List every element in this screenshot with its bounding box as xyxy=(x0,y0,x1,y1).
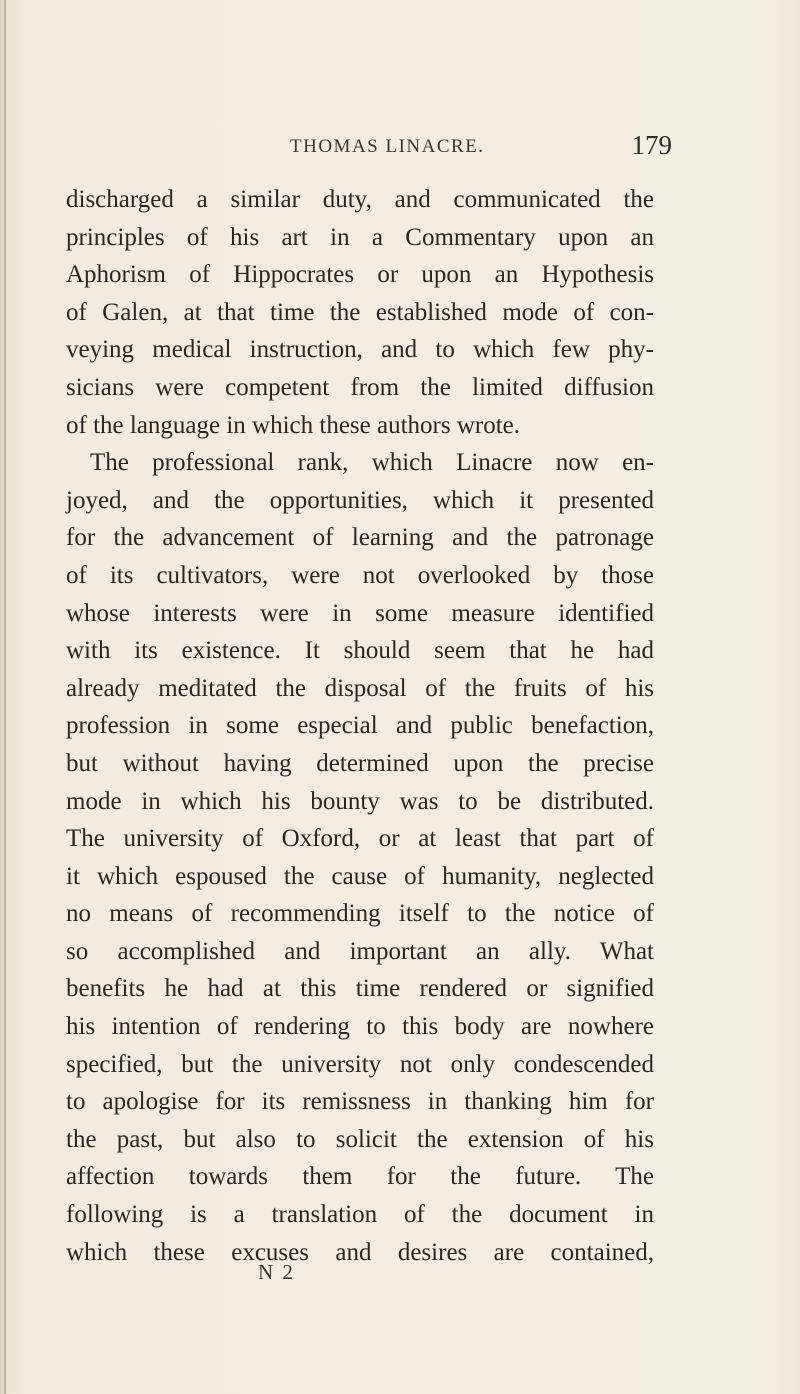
running-head: THOMAS LINACRE. xyxy=(290,136,485,157)
text-line: Aphorism of Hippocrates or upon an Hypothesis xyxy=(66,261,654,289)
body-text xyxy=(66,181,654,1271)
page-gutter xyxy=(4,0,6,1394)
text-line: principles of his art in a Commentary upon an xyxy=(66,223,654,251)
page-number: 179 xyxy=(631,130,672,160)
text-line: specified, but the university not only condescended xyxy=(66,1050,654,1078)
text-line: discharged a similar duty, and communicated the xyxy=(66,186,654,213)
text-line: it which espoused the cause of humanity, neglected xyxy=(66,862,654,890)
text-line: mode in which his bounty was to be distributed. xyxy=(66,787,654,815)
text-line: of its cultivators, were not overlooked by those xyxy=(66,561,654,589)
text-line: with its existence. It should seem that he had xyxy=(66,637,654,665)
text-line: veying medical instruction, and to which few phy- xyxy=(66,336,654,364)
text-line: affection towards them for the future. The xyxy=(66,1163,654,1191)
text-line: the past, but also to solicit the extension of his xyxy=(66,1125,654,1153)
text-line: but without having determined upon the precise xyxy=(66,749,654,777)
text-line: The university of Oxford, or at least that part of xyxy=(66,825,654,853)
text-line: which these excuses and desires are contained, xyxy=(66,1238,654,1266)
text-line: of Galen, at that time the established mode of con- xyxy=(66,298,654,326)
text-line: so accomplished and important an ally. What xyxy=(66,937,654,965)
text-line: The professional rank, which Linacre now en- xyxy=(90,449,654,477)
text-line: no means of recommending itself to the notice of xyxy=(66,900,654,928)
text-line: whose interests were in some measure identified xyxy=(66,599,654,627)
text-line: following is a translation of the document in xyxy=(66,1201,654,1229)
text-line: to apologise for its remissness in thanking him for xyxy=(66,1088,654,1116)
text-line: for the advancement of learning and the patronage xyxy=(66,524,654,552)
text-line: sicians were competent from the limited diffusion xyxy=(66,373,654,401)
text-line: already meditated the disposal of the fruits of his xyxy=(66,674,654,702)
text-line: benefits he had at this time rendered or signified xyxy=(66,975,654,1003)
text-line: joyed, and the opportunities, which it presented xyxy=(66,486,654,514)
text-line: of the language in which these authors wrote. xyxy=(66,411,521,439)
page-header xyxy=(290,130,690,170)
signature-mark: N 2 xyxy=(258,1260,295,1284)
text-line: profession in some especial and public benefaction, xyxy=(66,712,654,740)
text-line: his intention of rendering to this body are nowhere xyxy=(66,1013,654,1041)
